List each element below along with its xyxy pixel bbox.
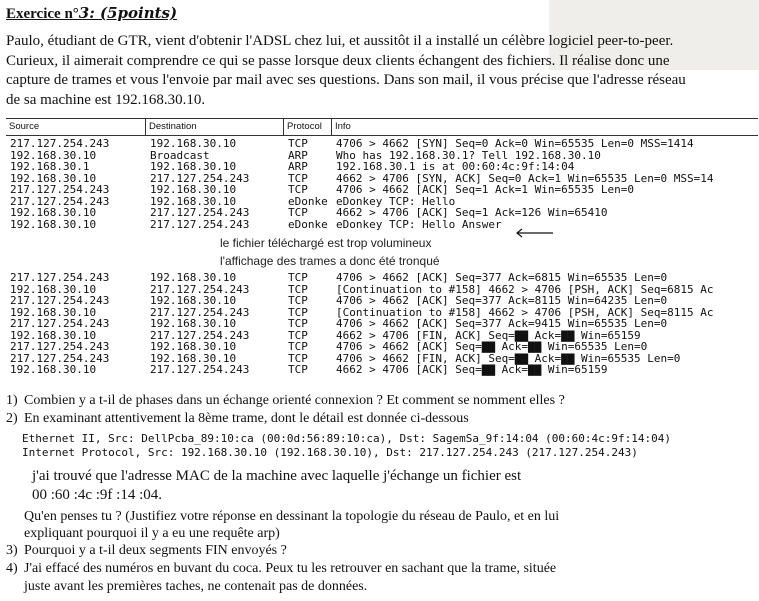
- cell-protocol: TCP: [288, 294, 308, 307]
- cell-info: Who has 192.168.30.1? Tell 192.168.30.10: [336, 148, 601, 162]
- rows-after-truncation: [6, 272, 758, 376]
- cell-source: 217.127.254.243: [10, 183, 110, 196]
- cell-source: 192.168.30.10: [10, 363, 97, 376]
- cell-source: 192.168.30.10: [10, 171, 97, 185]
- question-2: 2) En examinant attentivement la 8ème trame, dont le détail est donnée ci-dessous: [6, 410, 469, 426]
- cell-destination: 192.168.30.10: [150, 294, 237, 307]
- cell-protocol: TCP: [288, 351, 308, 365]
- q2-text-c: Qu'en penses tu ? (Justifiez votre réponse en dessinant la topologie du réseau de Paulo, et en lui: [24, 509, 560, 524]
- cell-destination: 192.168.30.10: [150, 194, 237, 208]
- cell-protocol: TCP: [288, 328, 308, 342]
- table-row: [6, 184, 758, 196]
- cell-source: 217.127.254.243: [10, 340, 110, 353]
- header-destination: Destination: [146, 119, 284, 135]
- header-info: Info: [335, 121, 351, 132]
- question-4: 4) J'ai effacé des numéros en buvant du coca. Peux tu les retrouver en sachant que la trame, située: [6, 561, 557, 576]
- cell-destination: 192.168.30.10: [150, 183, 237, 196]
- cell-protocol: ARP: [288, 160, 308, 173]
- exercise-intro: [6, 32, 696, 110]
- cell-info: 4662 > 4706 [ACK] Seq=▇▇ Ack=▇▇ Win=65159: [336, 363, 608, 376]
- cell-destination: Broadcast: [150, 148, 210, 162]
- cell-source: 217.127.254.243: [10, 317, 110, 330]
- handwritten-number: 3: (5points): [78, 4, 178, 22]
- exercise-title: Exercice n°3: (5points): [6, 4, 178, 22]
- cell-source: 192.168.30.10: [10, 206, 97, 219]
- cell-info: 4706 > 4662 [ACK] Seq=377 Ack=6815 Win=65535 Len=0: [336, 271, 668, 284]
- cell-protocol: TCP: [288, 340, 308, 353]
- table-row: [6, 161, 758, 173]
- question-1: 1) Combien y a t-il de phases dans un échange orienté connexion ? Et comment se nomment elles ?: [6, 393, 565, 408]
- cell-info: 4662 > 4706 [FIN, ACK] Seq=▇▇ Ack=▇▇ Win=65159: [336, 328, 641, 342]
- cell-info: 192.168.30.1 is at 00:60:4c:9f:14:04: [336, 160, 575, 173]
- cell-protocol: TCP: [288, 137, 308, 150]
- cell-info: 4706 > 4662 [ACK] Seq=1 Ack=1 Win=65535 Len=0: [336, 183, 635, 196]
- table-row: [6, 219, 758, 231]
- cell-info: 4706 > 4662 [SYN] Seq=0 Ack=0 Win=65535 Len=0 MSS=1414: [336, 137, 694, 150]
- cell-source: 192.168.30.10: [10, 305, 97, 319]
- cell-info: 4706 > 4662 [FIN, ACK] Seq=▇▇ Ack=▇▇ Win=65535 Len=0: [336, 351, 681, 365]
- table-row: [6, 318, 758, 330]
- packet-capture-table: [6, 118, 758, 388]
- cell-source: 217.127.254.243: [10, 351, 110, 365]
- cell-destination: 217.127.254.243: [150, 305, 250, 319]
- table-row: [6, 138, 758, 150]
- cell-source: 192.168.30.1: [10, 160, 90, 173]
- cell-info: 4662 > 4706 [ACK] Seq=1 Ack=126 Win=65410: [336, 206, 608, 219]
- cell-info: 4706 > 4662 [ACK] Seq=377 Ack=9415 Win=65535 Len=0: [336, 317, 668, 330]
- cell-destination: 192.168.30.10: [150, 317, 237, 330]
- header-source: Source: [6, 119, 146, 135]
- cell-protocol: TCP: [288, 183, 308, 196]
- cell-info: 4706 > 4662 [ACK] Seq=▇▇ Ack=▇▇ Win=65535 Len=0: [336, 340, 648, 353]
- cell-source: 217.127.254.243: [10, 294, 110, 307]
- cell-info: 4706 > 4662 [ACK] Seq=377 Ack=8115 Win=64235 Len=0: [336, 294, 668, 307]
- cell-destination: 192.168.30.10: [150, 160, 237, 173]
- intro-paragraph: Paulo, étudiant de GTR, vient d'obtenir l'ADSL chez lui, et aussitôt il a installé un célèbre logiciel peer-to-peer. Curieux, il aimerait comprendre ce qui se passe lorsque deux clients échangent des fichiers. Il réalise donc une capture de trames et vous l'envoie par mail avec ses questions. Dans son mail, il vous précise que l'adresse réseau de sa machine est 192.168.30.10.: [6, 33, 686, 108]
- cell-protocol: TCP: [288, 317, 308, 330]
- rows-before-truncation: [6, 138, 758, 230]
- q2-text-a: j'ai trouvé que l'adresse MAC de la machine avec laquelle j'échange un fichier est: [32, 468, 522, 484]
- cell-destination: 192.168.30.10: [150, 271, 237, 284]
- header-protocol: Protocol: [284, 119, 332, 135]
- cell-destination: 217.127.254.243: [150, 206, 250, 219]
- cell-protocol: TCP: [288, 271, 308, 284]
- arrow-icon: [515, 228, 555, 238]
- table-header: [6, 118, 758, 136]
- cell-protocol: TCP: [288, 305, 308, 319]
- cell-protocol: eDonke: [288, 194, 328, 208]
- question-4-cont: juste avant les premières taches, ne contenait pas de données.: [24, 579, 368, 594]
- cell-source: 192.168.30.10: [10, 328, 97, 342]
- question-3: 3) Pourquoi y a t-il deux segments FIN envoyés ?: [6, 543, 287, 558]
- cell-destination: 192.168.30.10: [150, 340, 237, 353]
- ip-detail: Internet Protocol, Src: 192.168.30.10 (192.168.30.10), Dst: 217.127.254.243 (217.127.254.243): [22, 446, 638, 459]
- cell-source: 217.127.254.243: [10, 194, 110, 208]
- cell-protocol: ARP: [288, 148, 308, 162]
- table-row: [6, 341, 758, 353]
- cell-protocol: eDonke: [288, 217, 328, 231]
- cell-source: 192.168.30.10: [10, 282, 97, 296]
- truncation-note-line2: l'affichage des trames a donc été tronqué: [220, 254, 440, 268]
- cell-source: 192.168.30.10: [10, 148, 97, 162]
- cell-protocol: TCP: [288, 206, 308, 219]
- cell-info: eDonkey TCP: Hello Answer: [336, 217, 502, 231]
- cell-info: [Continuation to #158] 4662 > 4706 [PSH, ACK] Seq=6815 Ac: [336, 282, 714, 296]
- table-row: [6, 207, 758, 219]
- cell-source: 192.168.30.10: [10, 217, 97, 231]
- cell-destination: 217.127.254.243: [150, 282, 250, 296]
- table-row: [6, 272, 758, 284]
- cell-protocol: TCP: [288, 171, 308, 185]
- truncation-note-line1: le fichier téléchargé est trop volumineux: [220, 236, 432, 250]
- cell-destination: 192.168.30.10: [150, 351, 237, 365]
- cell-protocol: TCP: [288, 363, 308, 376]
- cell-protocol: TCP: [288, 282, 308, 296]
- table-row: [6, 295, 758, 307]
- cell-source: 217.127.254.243: [10, 137, 110, 150]
- cell-destination: 192.168.30.10: [150, 137, 237, 150]
- cell-info: 4662 > 4706 [SYN, ACK] Seq=0 Ack=1 Win=65535 Len=0 MSS=14: [336, 171, 714, 185]
- ethernet-detail: Ethernet II, Src: DellPcba_89:10:ca (00:0d:56:89:10:ca), Dst: SagemSa_9f:14:04 (00:60:4c:9f:14:04): [22, 432, 672, 445]
- cell-destination: 217.127.254.243: [150, 328, 250, 342]
- cell-info: eDonkey TCP: Hello: [336, 194, 456, 208]
- questions: [6, 392, 746, 427]
- cell-destination: 217.127.254.243: [150, 363, 250, 376]
- cell-destination: 217.127.254.243: [150, 217, 250, 231]
- q2-text-d: expliquant pourquoi il y a eu une requête arp): [24, 526, 280, 541]
- q2-mac-address: 00 :60 :4c :9f :14 :04.: [32, 487, 162, 503]
- cell-info: [Continuation to #158] 4662 > 4706 [PSH, ACK] Seq=8115 Ac: [336, 305, 714, 319]
- cell-destination: 217.127.254.243: [150, 171, 250, 185]
- cell-source: 217.127.254.243: [10, 271, 110, 284]
- table-row: [6, 364, 758, 376]
